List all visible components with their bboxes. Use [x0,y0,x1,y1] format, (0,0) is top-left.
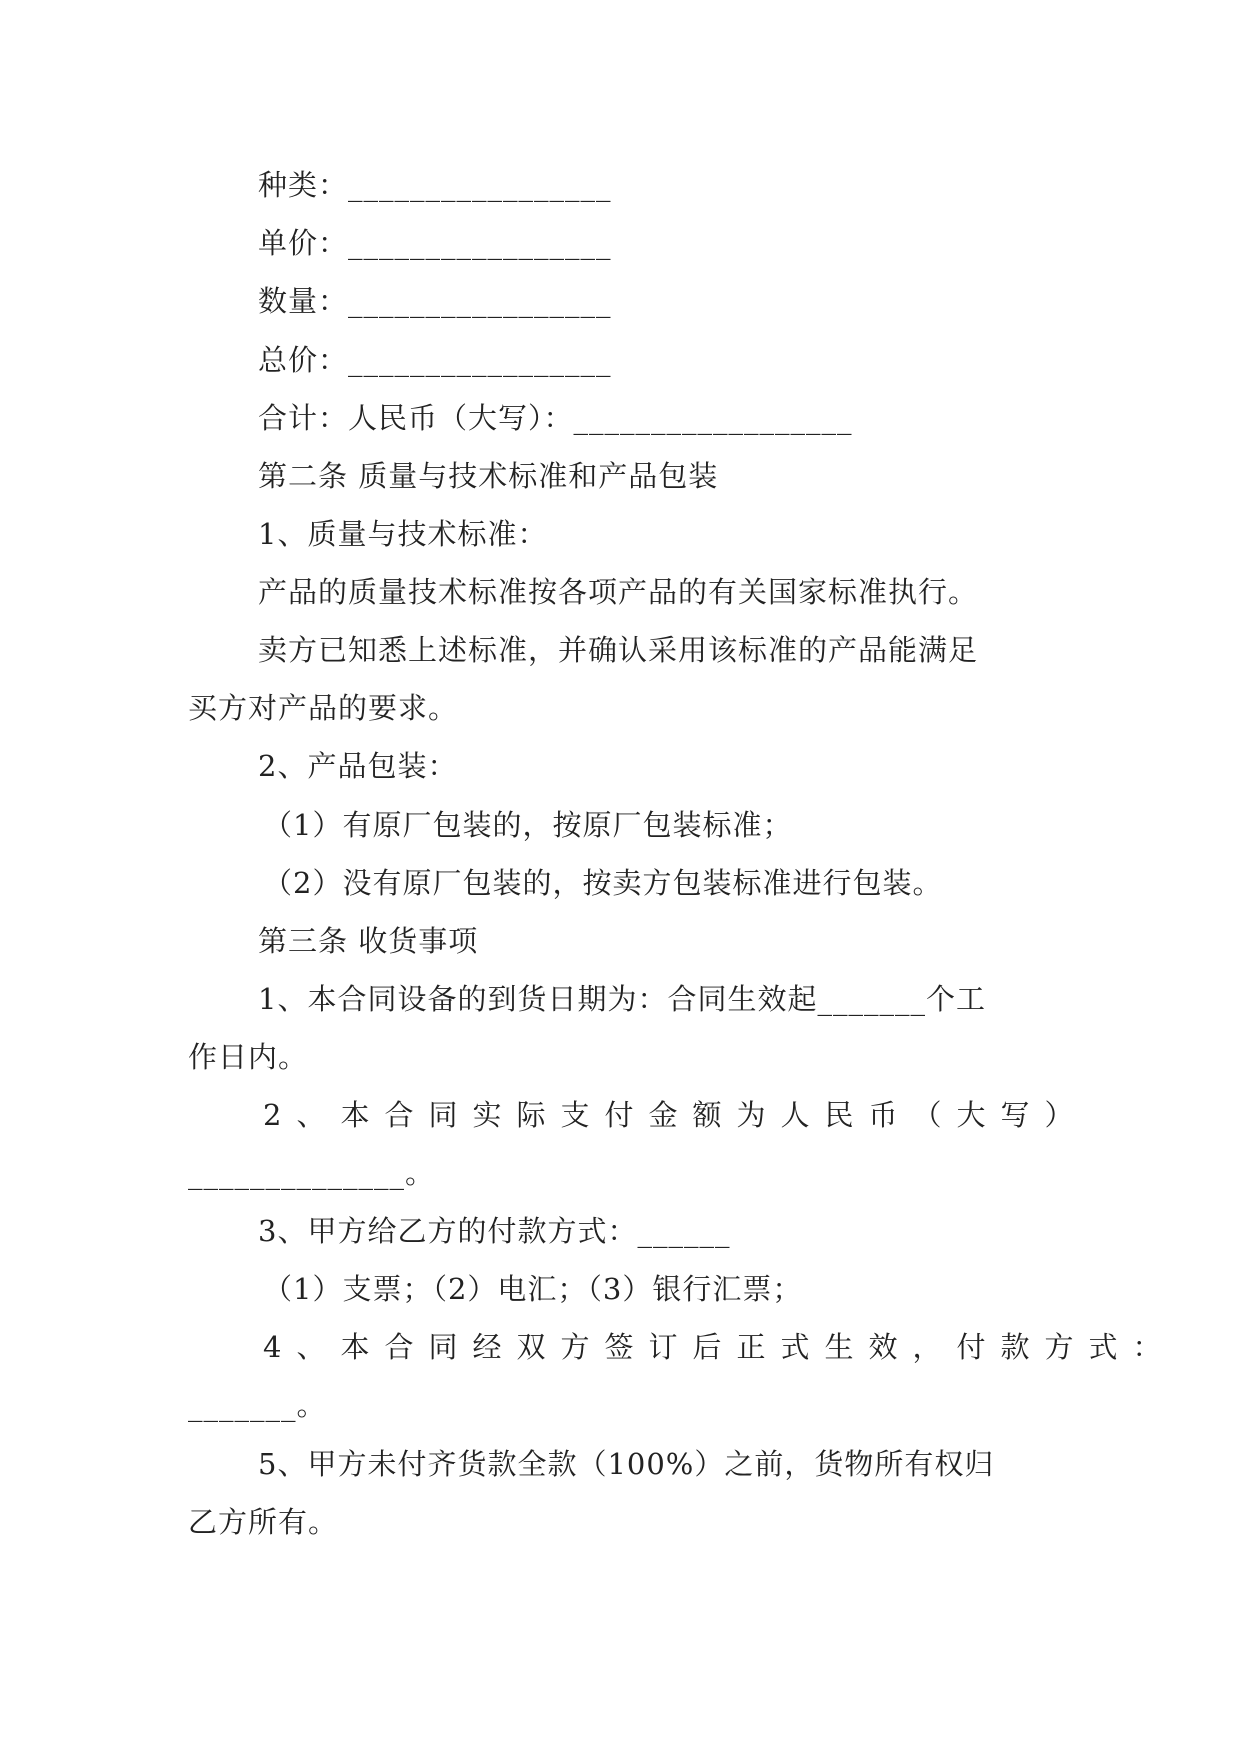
field-quantity: 数量：_________________ [258,284,612,318]
paragraph-line: 3、甲方给乙方的付款方式：______ [258,1214,731,1248]
paragraph-line: 作日内。 [188,1040,309,1074]
paragraph-line: 买方对产品的要求。 [188,691,459,725]
list-item: （1）有原厂包装的，按原厂包装标准； [263,808,793,842]
list-item: （1）支票；（2）电汇；（3）银行汇票； [263,1272,803,1306]
field-unit-price: 单价：_________________ [258,226,612,260]
paragraph-line: 1、本合同设备的到货日期为：合同生效起_______个工 [258,982,986,1016]
paragraph-line: ______________。 [188,1156,436,1190]
field-category: 种类：_________________ [258,168,612,202]
field-sum-rmb: 合计：人民币（大写）：__________________ [258,401,853,435]
field-total-price: 总价：_________________ [258,343,612,377]
paragraph-line: 产品的质量技术标准按各项产品的有关国家标准执行。 [258,575,979,609]
list-item: （2）没有原厂包装的，按卖方包装标准进行包装。 [263,866,943,900]
paragraph-line: 5、甲方未付齐货款全款（100%）之前，货物所有权归 [258,1447,995,1481]
paragraph-line: 4、本合同经双方签订后正式生效，付款方式： [263,1330,1177,1364]
packaging-heading: 2、产品包装： [258,749,458,783]
article-2-heading: 第二条 质量与技术标准和产品包装 [258,459,719,493]
paragraph-line: 乙方所有。 [188,1505,339,1539]
paragraph-line: _______。 [188,1388,327,1422]
quality-standard-heading: 1、质量与技术标准： [258,517,548,551]
article-3-heading: 第三条 收货事项 [258,924,479,958]
paragraph-line: 2、本合同实际支付金额为人民币（大写） [263,1098,1089,1132]
paragraph-line: 卖方已知悉上述标准，并确认采用该标准的产品能满足 [258,633,979,667]
